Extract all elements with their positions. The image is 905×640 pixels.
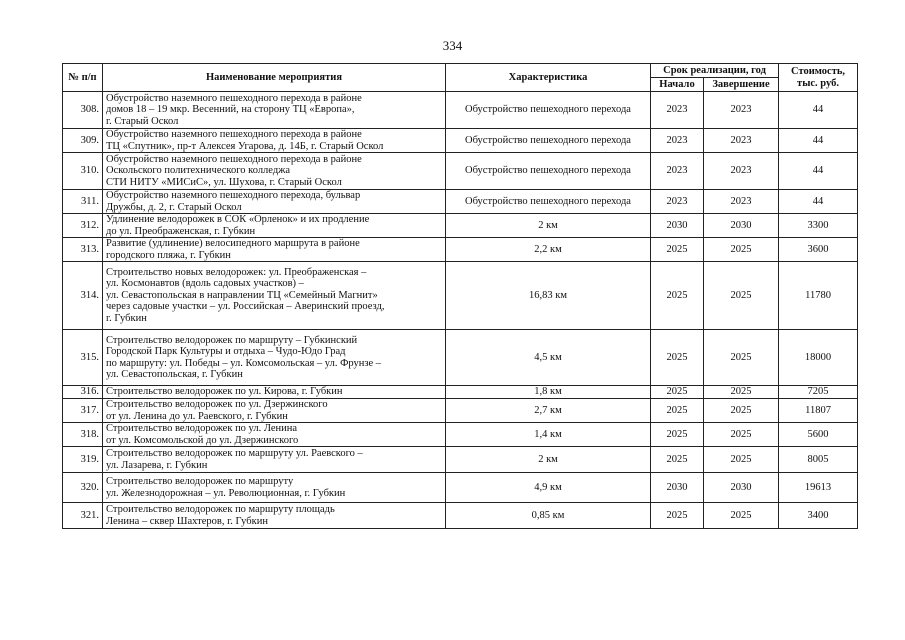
row-number: 313. <box>63 238 103 262</box>
start-year: 2023 <box>651 190 704 214</box>
table-row <box>63 262 858 330</box>
header-characteristic: Характеристика <box>446 64 651 92</box>
event-characteristic: 0,85 км <box>446 503 651 529</box>
event-name <box>103 153 446 190</box>
end-year: 2025 <box>704 423 779 447</box>
table-row <box>63 214 858 238</box>
event-name-line: Строительство велодорожек по ул. Кирова, г. Губкин <box>106 386 343 398</box>
event-cost: 3300 <box>779 214 858 238</box>
end-year: 2025 <box>704 503 779 529</box>
start-year: 2023 <box>651 153 704 190</box>
end-year: 2030 <box>704 214 779 238</box>
event-characteristic: 16,83 км <box>446 262 651 330</box>
event-cost: 3400 <box>779 503 858 529</box>
event-name-line: ул. Лазарева, г. Губкин <box>106 459 208 471</box>
event-name-line: Удлинение велодорожек в СОК «Орленок» и их продление <box>106 214 370 226</box>
end-year: 2025 <box>704 262 779 330</box>
event-name-line: через садовые участки – ул. Российская – Аверинский проезд, <box>106 301 385 313</box>
end-year: 2023 <box>704 153 779 190</box>
end-year: 2025 <box>704 330 779 386</box>
row-number: 316. <box>63 386 103 399</box>
start-year: 2025 <box>651 238 704 262</box>
start-year: 2030 <box>651 473 704 503</box>
event-characteristic: 4,9 км <box>446 473 651 503</box>
event-name-line: домов 18 – 19 мкр. Весенний, на сторону ТЦ «Европа», <box>106 104 355 116</box>
table-row <box>63 153 858 190</box>
row-number: 320. <box>63 473 103 503</box>
event-name-line: СТИ НИТУ «МИСиС», ул. Шухова, г. Старый Оскол <box>106 176 342 188</box>
event-name <box>103 92 446 129</box>
header-cost: Стоимость, тыс. руб. <box>779 64 858 92</box>
event-cost: 18000 <box>779 330 858 386</box>
event-name-line: Обустройство наземного пешеходного перехода в районе <box>106 153 362 165</box>
event-name <box>103 129 446 153</box>
start-year: 2025 <box>651 399 704 423</box>
table-row <box>63 399 858 423</box>
page-number: 334 <box>442 38 463 53</box>
table-row <box>63 503 858 529</box>
event-name-line: Обустройство наземного пешеходного перехода в районе <box>106 129 362 141</box>
event-name-line: ул. Космонавтов (вдоль садовых участков) – <box>106 278 304 290</box>
event-cost: 44 <box>779 129 858 153</box>
row-number: 309. <box>63 129 103 153</box>
event-cost: 44 <box>779 92 858 129</box>
events-table <box>62 63 858 529</box>
start-year: 2023 <box>651 92 704 129</box>
event-characteristic: 2,2 км <box>446 238 651 262</box>
event-name-line: ул. Севастопольская в направлении ТЦ «Семейный Магнит» <box>106 289 378 301</box>
event-cost: 11807 <box>779 399 858 423</box>
table-row <box>63 447 858 473</box>
event-name-line: Строительство велодорожек по ул. Ленина <box>106 423 298 435</box>
event-cost: 19613 <box>779 473 858 503</box>
event-name <box>103 262 446 330</box>
start-year: 2025 <box>651 447 704 473</box>
event-name <box>103 473 446 503</box>
table-row <box>63 92 858 129</box>
table-body <box>63 92 858 529</box>
event-name-line: Развитие (удлинение) велосипедного маршрута в районе <box>106 238 360 250</box>
end-year: 2025 <box>704 447 779 473</box>
event-name-line: ТЦ «Спутник», пр-т Алексея Угарова, д. 14Б, г. Старый Оскол <box>106 140 384 152</box>
start-year: 2025 <box>651 503 704 529</box>
table-row <box>63 330 858 386</box>
row-number: 312. <box>63 214 103 238</box>
event-cost: 44 <box>779 190 858 214</box>
header-end: Завершение <box>704 78 779 92</box>
event-name <box>103 190 446 214</box>
event-cost: 3600 <box>779 238 858 262</box>
start-year: 2023 <box>651 129 704 153</box>
event-characteristic: 2 км <box>446 214 651 238</box>
end-year: 2025 <box>704 386 779 399</box>
event-name-line: Городской Парк Культуры и отдыха – Чудо-Юдо Град <box>106 346 346 358</box>
table-row <box>63 386 858 399</box>
table-row <box>63 238 858 262</box>
event-name-line: от ул. Ленина до ул. Раевского, г. Губкин <box>106 410 288 422</box>
end-year: 2025 <box>704 399 779 423</box>
event-characteristic: Обустройство пешеходного перехода <box>446 153 651 190</box>
row-number: 317. <box>63 399 103 423</box>
event-name-line: по маршруту: ул. Победы – ул. Комсомольская – ул. Фрунзе – <box>106 357 382 369</box>
table-row <box>63 423 858 447</box>
end-year: 2023 <box>704 190 779 214</box>
row-number: 318. <box>63 423 103 447</box>
event-characteristic: 1,4 км <box>446 423 651 447</box>
event-name <box>103 330 446 386</box>
table-row <box>63 473 858 503</box>
start-year: 2025 <box>651 262 704 330</box>
event-name-line: Строительство велодорожек по маршруту <box>106 476 294 488</box>
event-name-line: Дружбы, д. 2, г. Старый Оскол <box>106 201 242 213</box>
row-number: 314. <box>63 262 103 330</box>
start-year: 2025 <box>651 386 704 399</box>
start-year: 2030 <box>651 214 704 238</box>
event-cost: 44 <box>779 153 858 190</box>
header-num: № п/п <box>63 64 103 92</box>
event-characteristic: Обустройство пешеходного перехода <box>446 92 651 129</box>
event-cost: 7205 <box>779 386 858 399</box>
end-year: 2023 <box>704 129 779 153</box>
event-name-line: Обустройство наземного пешеходного перехода, бульвар <box>106 190 361 202</box>
row-number: 315. <box>63 330 103 386</box>
event-name-line: до ул. Преображенская, г. Губкин <box>106 225 256 237</box>
row-number: 310. <box>63 153 103 190</box>
header-name: Наименование мероприятия <box>103 64 446 92</box>
event-characteristic: Обустройство пешеходного перехода <box>446 190 651 214</box>
event-name <box>103 423 446 447</box>
row-number: 311. <box>63 190 103 214</box>
event-name-line: ул. Севастопольская, г. Губкин <box>106 368 243 380</box>
event-name-line: городского пляжа, г. Губкин <box>106 249 231 261</box>
table-row <box>63 129 858 153</box>
event-name-line: Строительство велодорожек по ул. Дзержинского <box>106 399 328 411</box>
event-name-line: от ул. Комсомольской до ул. Дзержинского <box>106 434 299 446</box>
event-name <box>103 238 446 262</box>
row-number: 321. <box>63 503 103 529</box>
event-name-line: Оскольского политехнического колледжа <box>106 165 291 177</box>
start-year: 2025 <box>651 330 704 386</box>
event-name-line: ул. Железнодорожная – ул. Революционная, г. Губкин <box>106 487 346 499</box>
event-cost: 8005 <box>779 447 858 473</box>
event-name <box>103 214 446 238</box>
event-name-line: Обустройство наземного пешеходного перехода в районе <box>106 92 362 104</box>
event-name <box>103 503 446 529</box>
row-number: 308. <box>63 92 103 129</box>
event-characteristic: 2 км <box>446 447 651 473</box>
header-start: Начало <box>651 78 704 92</box>
row-number: 319. <box>63 447 103 473</box>
start-year: 2025 <box>651 423 704 447</box>
event-characteristic: Обустройство пешеходного перехода <box>446 129 651 153</box>
event-name <box>103 447 446 473</box>
event-cost: 11780 <box>779 262 858 330</box>
event-name-line: Строительство велодорожек по маршруту площадь <box>106 504 335 516</box>
event-characteristic: 1,8 км <box>446 386 651 399</box>
event-name-line: Ленина – сквер Шахтеров, г. Губкин <box>106 515 268 527</box>
event-name-line: Строительство велодорожек по маршруту – Губкинский <box>106 334 358 346</box>
event-name-line: г. Губкин <box>106 312 147 324</box>
end-year: 2023 <box>704 92 779 129</box>
event-name <box>103 386 446 399</box>
event-name <box>103 399 446 423</box>
event-characteristic: 4,5 км <box>446 330 651 386</box>
event-name-line: Строительство новых велодорожек: ул. Преображенская – <box>106 266 367 278</box>
header-period: Срок реализации, год <box>651 64 779 78</box>
event-name-line: Строительство велодорожек по маршруту ул. Раевского – <box>106 448 363 460</box>
event-name-line: г. Старый Оскол <box>106 115 179 127</box>
table-row <box>63 190 858 214</box>
end-year: 2030 <box>704 473 779 503</box>
event-cost: 5600 <box>779 423 858 447</box>
event-characteristic: 2,7 км <box>446 399 651 423</box>
end-year: 2025 <box>704 238 779 262</box>
